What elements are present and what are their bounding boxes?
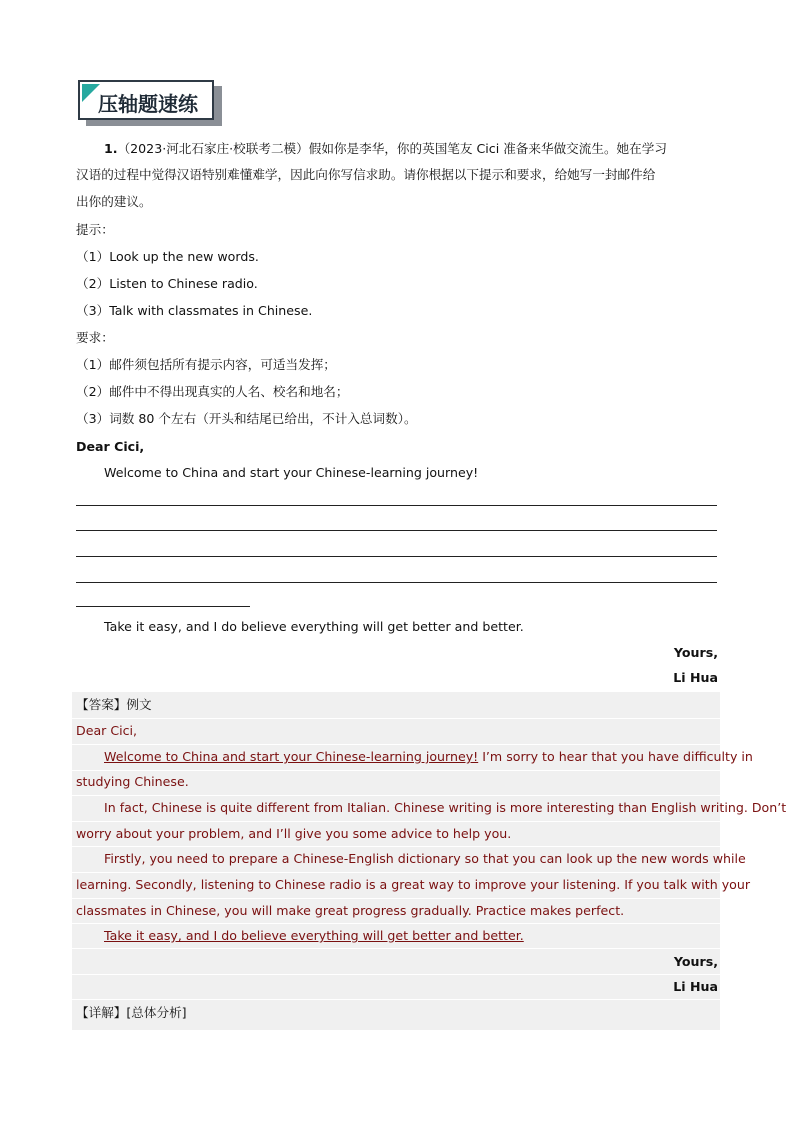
- question-number: 1.: [104, 141, 118, 156]
- answer-paragraph-2-line-1: In fact, Chinese is quite different from Italian. Chinese writing is more interesting than English writing. Don’t: [104, 800, 787, 815]
- detail-heading: [76, 1005, 187, 1021]
- answer-paragraph-2-line-2: worry about your problem, and I’ll give you some advice to help you.: [76, 826, 512, 841]
- answer-row-divider: [72, 795, 720, 796]
- answer-row-divider: [72, 948, 720, 949]
- requirement-item-2: （2）邮件中不得出现真实的人名、校名和地名；: [76, 384, 349, 399]
- answer-paragraph-3-line-1: Firstly, you need to prepare a Chinese-English dictionary so that you can look up the new words while: [104, 851, 746, 866]
- detail-text: [总体分析]: [126, 1005, 187, 1020]
- hint-item-1: （1）Look up the new words.: [76, 249, 259, 264]
- answer-paragraph-1-line-2: studying Chinese.: [76, 774, 189, 789]
- answer-underlined-opening: Welcome to China and start your Chinese-learning journey!: [104, 749, 479, 764]
- answer-paragraph-3-line-2: learning. Secondly, listening to Chinese radio is a great way to improve your listening. If you talk with your: [76, 877, 751, 892]
- hints-title: 提示：: [76, 222, 114, 237]
- letter-closing: Take it easy, and I do believe everything will get better and better.: [104, 619, 524, 634]
- writing-line: [76, 505, 717, 506]
- answer-label-suffix: 例文: [126, 697, 152, 712]
- answer-row-divider: [72, 999, 720, 1000]
- answer-sign-off: Yours,: [673, 954, 718, 969]
- answer-heading: [76, 697, 152, 713]
- answer-row-divider: [72, 821, 720, 822]
- answer-label: 【答案】: [76, 697, 127, 712]
- letter-sign-off: Yours,: [673, 645, 718, 660]
- writing-line: [76, 530, 717, 531]
- answer-row-divider: [72, 974, 720, 975]
- answer-row-divider: [72, 718, 720, 719]
- answer-row-divider: [72, 744, 720, 745]
- writing-line-short: [76, 606, 250, 607]
- answer-paragraph-3-line-3: classmates in Chinese, you will make great progress gradually. Practice makes perfect.: [76, 903, 625, 918]
- question-prompt-line-3: 出你的建议。: [76, 194, 152, 209]
- answer-signature: Li Hua: [673, 979, 718, 994]
- requirement-item-3: （3）词数 80 个左右（开头和结尾已给出，不计入总词数）。: [76, 411, 417, 426]
- question-source: （2023·河北石家庄·校联考二模）: [117, 141, 309, 156]
- answer-row-divider: [72, 923, 720, 924]
- letter-greeting: Dear Cici,: [76, 439, 145, 454]
- section-badge: [78, 80, 222, 126]
- writing-line: [76, 556, 717, 557]
- badge-label: 压轴题速练: [98, 92, 198, 116]
- question-prompt-line-1: [104, 141, 667, 157]
- answer-closing: Take it easy, and I do believe everything will get better and better.: [104, 928, 524, 943]
- answer-row-divider: [72, 770, 720, 771]
- letter-signature: Li Hua: [673, 670, 718, 685]
- hint-item-3: （3）Talk with classmates in Chinese.: [76, 303, 313, 318]
- question-prompt: 假如你是李华，你的英国笔友 Cici 准备来华做交流生。她在学习: [308, 141, 667, 156]
- answer-row-divider: [72, 872, 720, 873]
- answer-p1-rest: I’m sorry to hear that you have difficulty in: [478, 749, 753, 764]
- answer-row-divider: [72, 846, 720, 847]
- answer-paragraph-1-line-1: [104, 749, 753, 765]
- hint-item-2: （2）Listen to Chinese radio.: [76, 276, 258, 291]
- answer-greeting: Dear Cici,: [76, 723, 138, 738]
- question-prompt-line-2: 汉语的过程中觉得汉语特别难懂难学，因此向你写信求助。请你根据以下提示和要求，给她写一封邮件给: [76, 167, 656, 182]
- requirements-title: 要求：: [76, 330, 114, 345]
- writing-line: [76, 582, 717, 583]
- answer-row-divider: [72, 898, 720, 899]
- badge-box: [78, 80, 214, 120]
- letter-opening: Welcome to China and start your Chinese-learning journey!: [104, 465, 479, 480]
- requirement-item-1: （1）邮件须包括所有提示内容，可适当发挥；: [76, 357, 336, 372]
- detail-label: 【详解】: [76, 1005, 127, 1020]
